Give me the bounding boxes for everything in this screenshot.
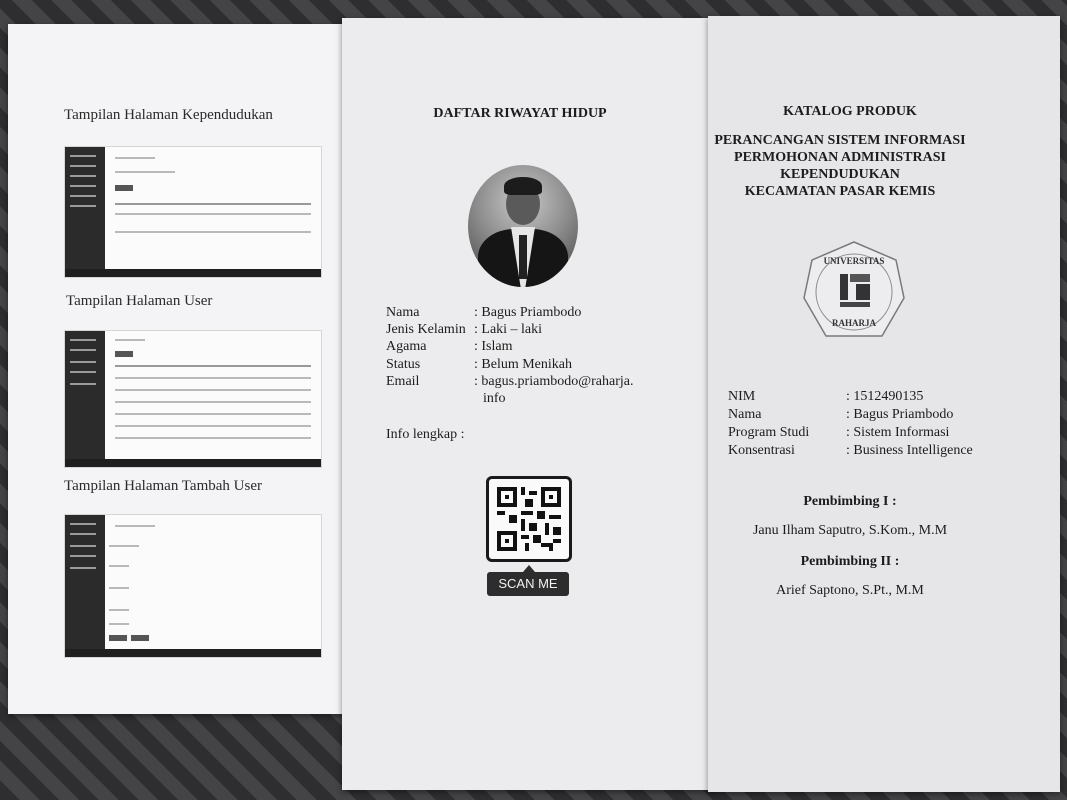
project-title-line: KEPENDUDUKAN [780, 167, 900, 182]
info-field-konsentrasi [728, 442, 973, 459]
field-value: : Bagus Priambodo [474, 305, 582, 320]
pembimbing-1-label: Pembimbing I : [803, 494, 897, 509]
pembimbing-1-name: Janu Ilham Saputro, S.Kom., M.M [752, 523, 948, 538]
field-label: Nama [386, 305, 420, 320]
cv-field-jenis-kelamin [386, 321, 542, 338]
field-label: Konsentrasi [728, 443, 795, 458]
screenshot-tambah-user [64, 514, 322, 658]
info-field-program-studi [728, 424, 949, 441]
logo-text-bottom: RAHARJA [832, 318, 876, 328]
project-title [700, 132, 980, 200]
pembimbing-2-label: Pembimbing II : [800, 554, 900, 569]
project-title-line: KECAMATAN PASAR KEMIS [744, 184, 936, 199]
info-field-nim [728, 388, 923, 405]
field-label: Jenis Kelamin [386, 322, 466, 337]
cv-field-agama [386, 338, 513, 355]
field-value: : bagus.priambodo@raharja. [474, 374, 634, 389]
section-title-kependudukan: Tampilan Halaman Kependudukan [64, 107, 273, 123]
info-field-nama [728, 406, 953, 423]
pembimbing-2-name: Arief Saptono, S.Pt., M.M [776, 583, 924, 598]
project-title-line: PERMOHONAN ADMINISTRASI [734, 150, 946, 165]
field-value: : Belum Menikah [474, 357, 572, 372]
project-title-line: PERANCANGAN SISTEM INFORMASI [714, 133, 966, 148]
profile-photo [468, 165, 578, 287]
catalog-title: KATALOG PRODUK [783, 104, 917, 119]
qr-pattern-icon [497, 487, 561, 551]
cv-field-email [386, 373, 633, 390]
field-value: : Sistem Informasi [846, 425, 950, 440]
cv-field-email-continuation: info [483, 391, 506, 406]
section-title-tambah-user: Tampilan Halaman Tambah User [64, 478, 262, 494]
field-value: : Laki – laki [474, 322, 543, 337]
field-value: : Business Intelligence [846, 443, 973, 458]
brochure-middle-panel [342, 18, 714, 790]
field-label: Nama [728, 407, 762, 422]
qr-code[interactable] [486, 476, 572, 562]
screenshot-user [64, 330, 322, 468]
info-lengkap-label: Info lengkap : [386, 427, 465, 442]
screenshot-kependudukan [64, 146, 322, 278]
cv-field-status [386, 356, 572, 373]
field-label: Email [386, 374, 420, 389]
field-label: Program Studi [728, 425, 810, 440]
field-label: Agama [386, 339, 427, 354]
field-value: : Islam [474, 339, 513, 354]
logo-text-top: UNIVERSITAS [823, 256, 885, 266]
field-label: NIM [728, 389, 756, 404]
scan-me-label: SCAN ME [487, 572, 569, 596]
section-title-user: Tampilan Halaman User [66, 293, 213, 309]
cv-field-nama [386, 304, 581, 321]
universitas-raharja-logo [800, 240, 908, 346]
field-label: Status [386, 357, 421, 372]
cv-heading: DAFTAR RIWAYAT HIDUP [433, 106, 607, 121]
field-value: : 1512490135 [846, 389, 924, 404]
field-value: : Bagus Priambodo [846, 407, 954, 422]
